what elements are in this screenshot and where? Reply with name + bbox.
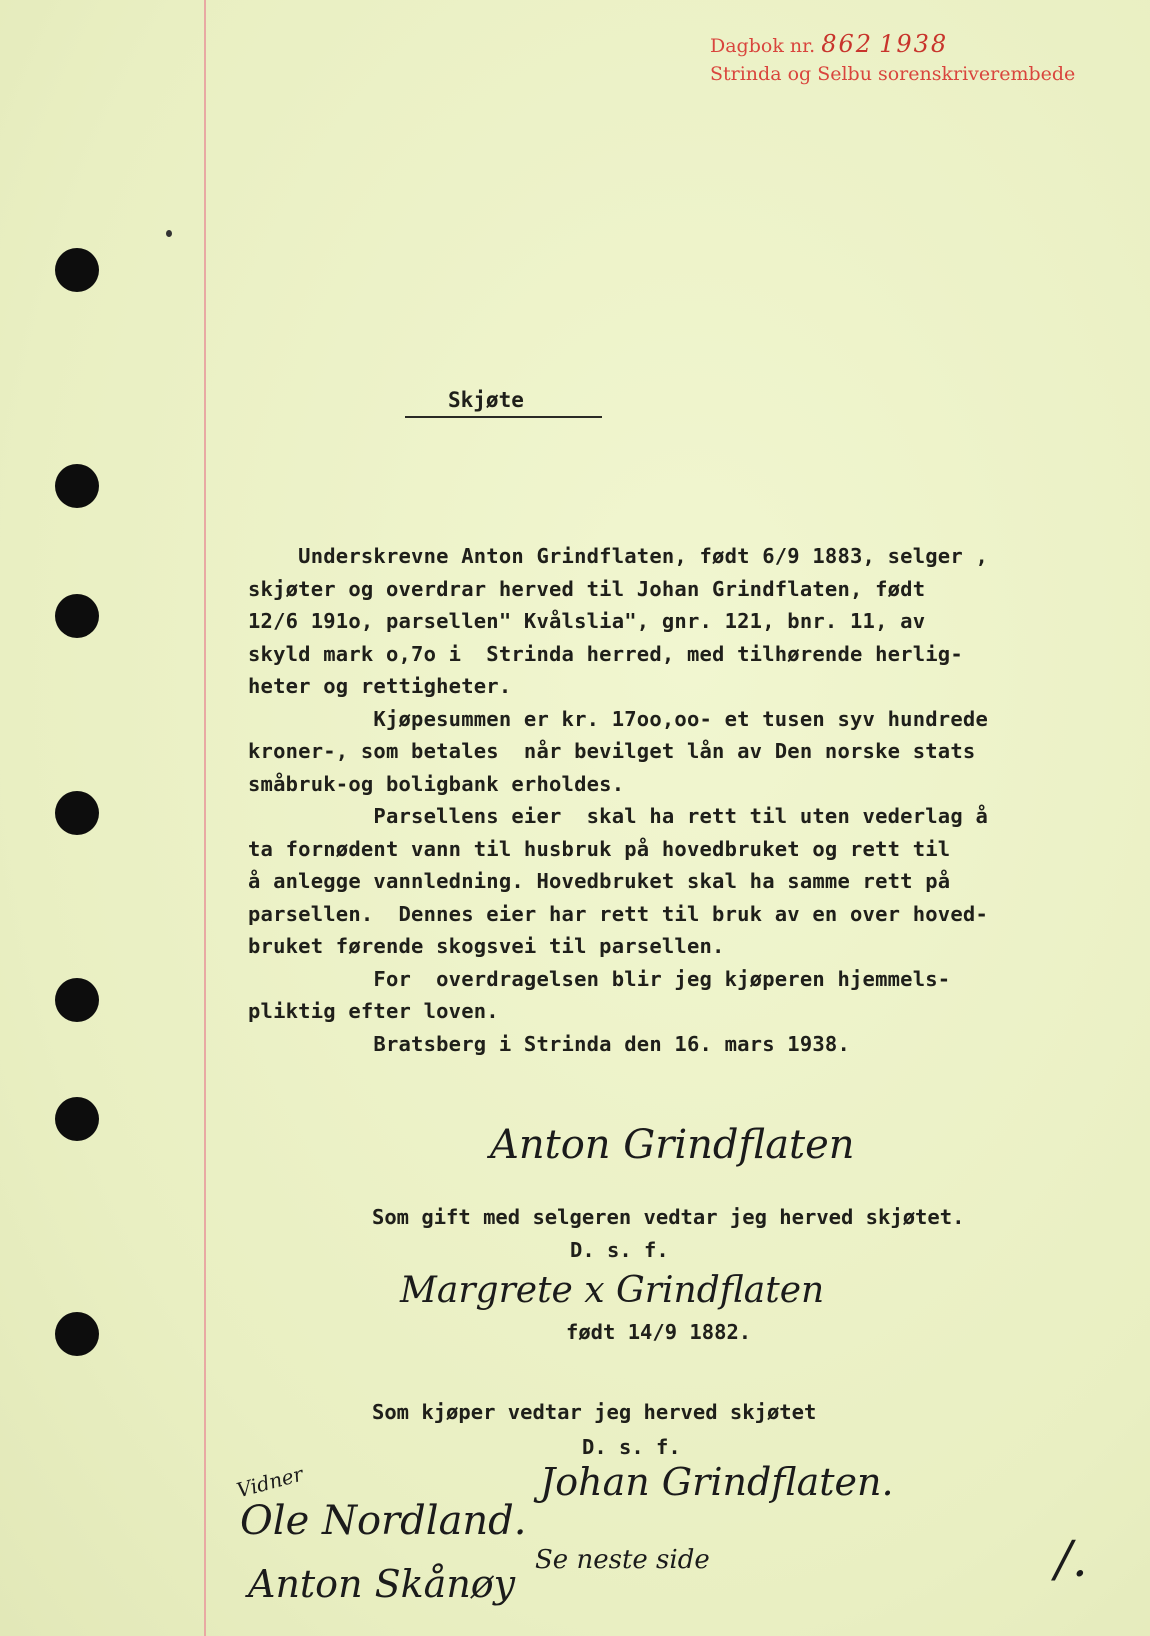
ink-speck	[166, 230, 172, 237]
body-line: bruket førende skogsvei til parsellen.	[248, 934, 725, 958]
margin-note: Se neste side	[535, 1545, 710, 1575]
body-line: parsellen. Dennes eier har rett til bruk av en over hoved-	[248, 901, 988, 926]
buyer-dsf: D. s. f.	[582, 1435, 681, 1459]
buyer-signature: Johan Grindflaten.	[540, 1460, 894, 1504]
stamp-number: 862	[821, 30, 874, 58]
witness-signature-1: Ole Nordland.	[240, 1498, 527, 1544]
body-line: pliktig efter loven.	[248, 999, 499, 1023]
stamp-year: 1938	[879, 30, 949, 58]
punch-hole	[55, 791, 99, 835]
red-margin-line	[204, 0, 206, 1636]
witness-signature-2: Anton Skånøy	[248, 1562, 516, 1606]
body-line: småbruk-og boligbank erholdes.	[248, 771, 625, 796]
title-underline	[405, 416, 602, 418]
punch-hole	[55, 464, 99, 508]
punch-hole	[55, 978, 99, 1022]
spouse-statement: Som gift med selgeren vedtar jeg herved skjøtet.	[372, 1205, 965, 1229]
deed-body	[248, 540, 1078, 1060]
punch-hole	[55, 1312, 99, 1356]
body-line: skyld mark o,7o i Strinda herred, med tilhørende herlig-	[248, 641, 963, 666]
stamp-prefix: Dagbok nr.	[710, 35, 816, 57]
punch-hole	[55, 1097, 99, 1141]
body-line: ta fornødent vann til husbruk på hovedbruket og rett til	[248, 836, 951, 861]
spouse-signature: Margrete x Grindflaten	[400, 1270, 825, 1311]
body-line: For overdragelsen blir jeg kjøperen hjemmels-	[248, 966, 951, 991]
body-line: å anlegge vannledning. Hovedbruket skal ha samme rett på	[248, 869, 951, 893]
body-line: Underskrevne Anton Grindflaten, født 6/9 1883, selger ,	[248, 544, 988, 568]
body-line: Kjøpesummen er kr. 17oo,oo- et tusen syv hundrede	[248, 706, 988, 731]
spouse-birthdate: født 14/9 1882.	[566, 1320, 752, 1344]
body-line: Bratsberg i Strinda den 16. mars 1938.	[248, 1031, 851, 1056]
spouse-dsf: D. s. f.	[570, 1238, 669, 1262]
document-title: Skjøte	[448, 388, 524, 412]
witness-label: Vidner	[234, 1461, 306, 1503]
body-line: kroner-, som betales når bevilget lån av Den norske stats	[248, 739, 976, 763]
seller-signature: Anton Grindflaten	[490, 1122, 855, 1168]
body-line: skjøter og overdrar herved til Johan Grindflaten, født	[248, 576, 926, 601]
body-line: Parsellens eier skal ha rett til uten vederlag å	[248, 804, 988, 828]
body-line: 12/6 191o, parsellen" Kvålslia", gnr. 121, bnr. 11, av	[248, 609, 926, 633]
buyer-statement: Som kjøper vedtar jeg herved skjøtet	[372, 1400, 817, 1424]
punch-hole	[55, 594, 99, 638]
registry-stamp	[710, 30, 1075, 88]
body-line: heter og rettigheter.	[248, 674, 512, 698]
punch-hole	[55, 248, 99, 292]
page-mark: /.	[1055, 1530, 1088, 1588]
stamp-office: Strinda og Selbu sorenskriverembede	[710, 63, 1076, 85]
